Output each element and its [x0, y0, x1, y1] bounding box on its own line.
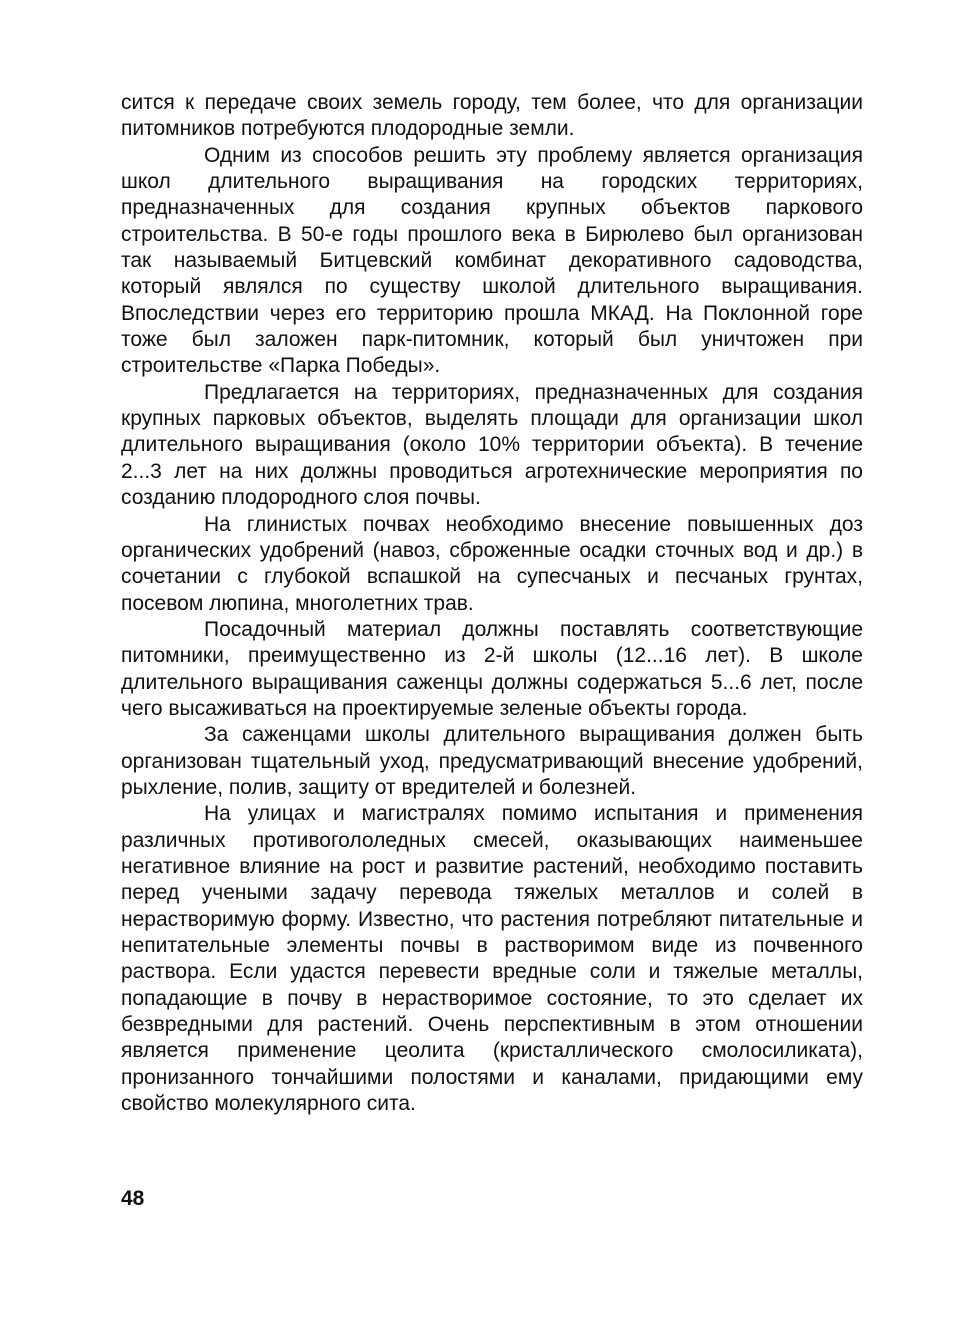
paragraph-streets-zeolite: На улицах и магистралях помимо испытания и применения различных противогололедных смесей, оказывающих наименьшее негативное влияние на рост и развитие растений, необходимо поставить перед учеными задачу перевода тяжелых металлов и солей в нерастворимую форму. Известно, что растения потребляют питательные и непитательные элементы почвы в растворимом виде из почвенного раствора. Если удастся перевести вредные соли и тяжелые металлы, попадающие в почву в нерастворимое состояние, то это сделает их безвредными для растений. Очень перспективным в этом отношении является применение цеолита (кристаллического смолосиликата), пронизанного тончайшими полостями и каналами, придающими ему свойство молекулярного сита. — [121, 802, 863, 1116]
paragraph-planting-material: Посадочный материал должны поставлять соответствующие питомники, преимущественно из 2-й школы (12...16 лет). В школе длительного выращивания саженцы должны содержаться 5...6 лет, после чего высаживаться на проектируемые зеленые объекты города. — [121, 617, 863, 720]
paragraph-continuation: ситcя к передаче своих земель городу, тем более, что для организации питомников потребуются плодородные земли. — [121, 91, 863, 141]
paragraph-soil-fertilization: На глинистых почвах необходимо внесение повышенных доз органических удобрений (навоз, сброженные осадки сточных вод и др.) в сочетании с глубокой вспашкой на супесчаных и песчаных грунтах, посевом люпина, многолетних трав. — [121, 512, 863, 615]
paragraph-seedling-care: За саженцами школы длительного выращивания должен быть организован тщательный уход, предусматривающий внесение удобрений, рыхление, полив, защиту от вредителей и болезней. — [121, 723, 863, 799]
body-text — [121, 90, 863, 1117]
page-number: 48 — [121, 1187, 145, 1210]
paragraph-school-idea: Одним из способов решить эту проблему является организация школ длительного выращивания на городских территориях, предназначенных для создания крупных объектов паркового строительства. В 50-е годы прошлого века в Бирюлево был организован так называемый Битцевский комбинат декоративного садоводства, который являлся по существу школой длительного выращивания. Впоследствии через его территорию прошла МКАД. На Поклонной горе тоже был заложен парк-питомник, который был уничтожен при строительстве «Парка Победы». — [121, 143, 863, 378]
paragraph-proposal: Предлагается на территориях, предназначенных для создания крупных парковых объектов, выделять площади для организации школ длительного выращивания (около 10% территории объекта). В течение 2...3 лет на них должны проводиться агротехнические мероприятия по созданию плодородного слоя почвы. — [121, 380, 863, 510]
